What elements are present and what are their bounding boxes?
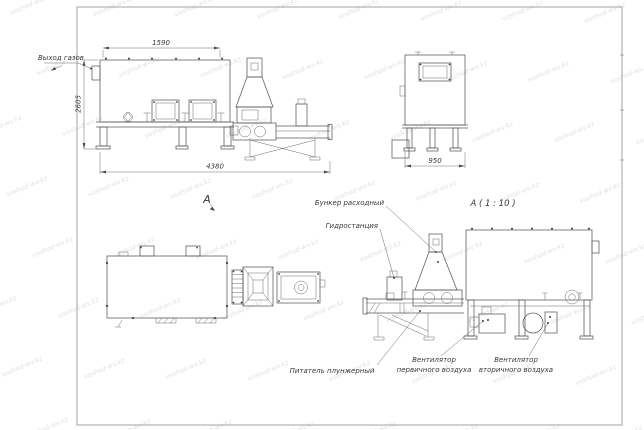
secondary-fan-label-2: вторичного воздуха xyxy=(478,366,554,374)
hydraulic-station-label: Гидростанция xyxy=(325,222,378,230)
dim-2605-text: 2605 xyxy=(74,95,83,113)
side-view-mark: А xyxy=(203,193,211,206)
dim-4380-text: 4380 xyxy=(206,162,224,171)
feed-hopper-label: Бункер расходный xyxy=(314,199,384,207)
dim-950-text: 950 xyxy=(428,157,442,165)
detail-view-mark: А ( 1 : 10 ) xyxy=(470,199,516,209)
dim-1590-text: 1590 xyxy=(152,39,170,47)
gas-outlet-label: Выход газов xyxy=(38,54,84,62)
plunger-feeder-label: Питатель плунжерный xyxy=(289,367,375,375)
primary-fan-label-1: Вентилятор xyxy=(412,356,456,364)
primary-fan-label-2: первичного воздуха xyxy=(396,366,472,374)
secondary-fan-label-1: Вентилятор xyxy=(494,356,538,364)
